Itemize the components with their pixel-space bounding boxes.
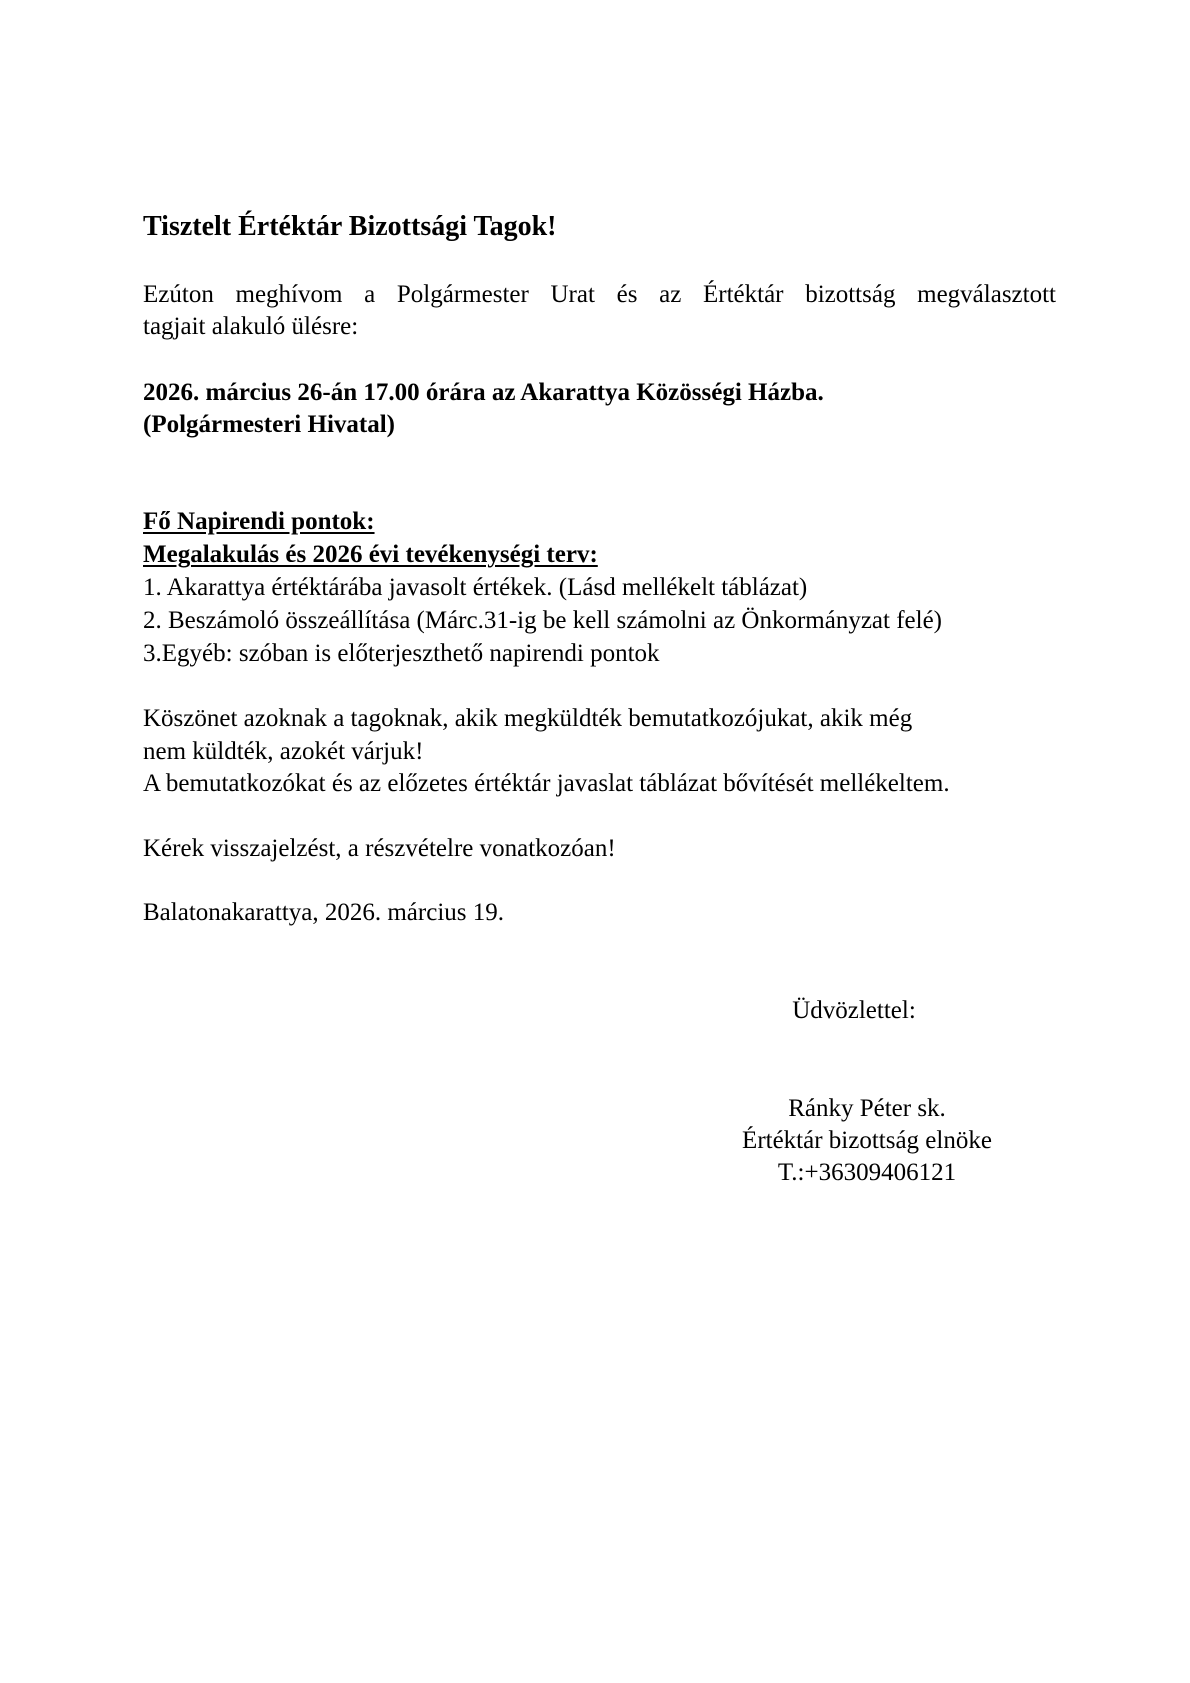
meeting-date-location: 2026. március 26-án 17.00 órára az Akarattya Közösségi Házba. <box>143 379 824 406</box>
intro-paragraph-line-2: tagjait alakuló ülésre: <box>143 313 359 340</box>
closing-greeting: Üdvözlettel: <box>792 997 916 1024</box>
salutation-heading: Tisztelt Értéktár Bizottsági Tagok! <box>143 211 557 242</box>
thanks-line-2: nem küldték, azokét várjuk! <box>143 738 424 765</box>
meeting-venue-note: (Polgármesteri Hivatal) <box>143 411 395 438</box>
signer-title: Értéktár bizottság elnöke <box>742 1127 992 1154</box>
thanks-line-1: Köszönet azoknak a tagoknak, akik megküldték bemutatkozójukat, akik még <box>143 705 913 732</box>
agenda-item-3: 3.Egyéb: szóban is előterjeszthető napirendi pontok <box>143 640 660 667</box>
agenda-item-1: 1. Akarattya értéktárába javasolt értékek. (Lásd mellékelt táblázat) <box>143 574 808 601</box>
feedback-request: Kérek visszajelzést, a részvételre vonatkozóan! <box>143 835 616 862</box>
signer-name: Ránky Péter sk. <box>788 1095 946 1122</box>
agenda-item-2: 2. Beszámoló összeállítása (Márc.31-ig be kell számolni az Önkormányzat felé) <box>143 607 943 634</box>
signer-phone: T.:+36309406121 <box>777 1159 957 1186</box>
thanks-line-3: A bemutatkozókat és az előzetes értéktár javaslat táblázat bővítését mellékeltem. <box>143 770 950 797</box>
intro-paragraph-line-1: Ezúton meghívom a Polgármester Urat és az Értéktár bizottság megválasztott <box>143 281 1056 308</box>
place-and-date: Balatonakarattya, 2026. március 19. <box>143 899 504 926</box>
agenda-heading: Fő Napirendi pontok: <box>143 508 375 535</box>
agenda-subheading: Megalakulás és 2026 évi tevékenységi terv: <box>143 541 598 568</box>
